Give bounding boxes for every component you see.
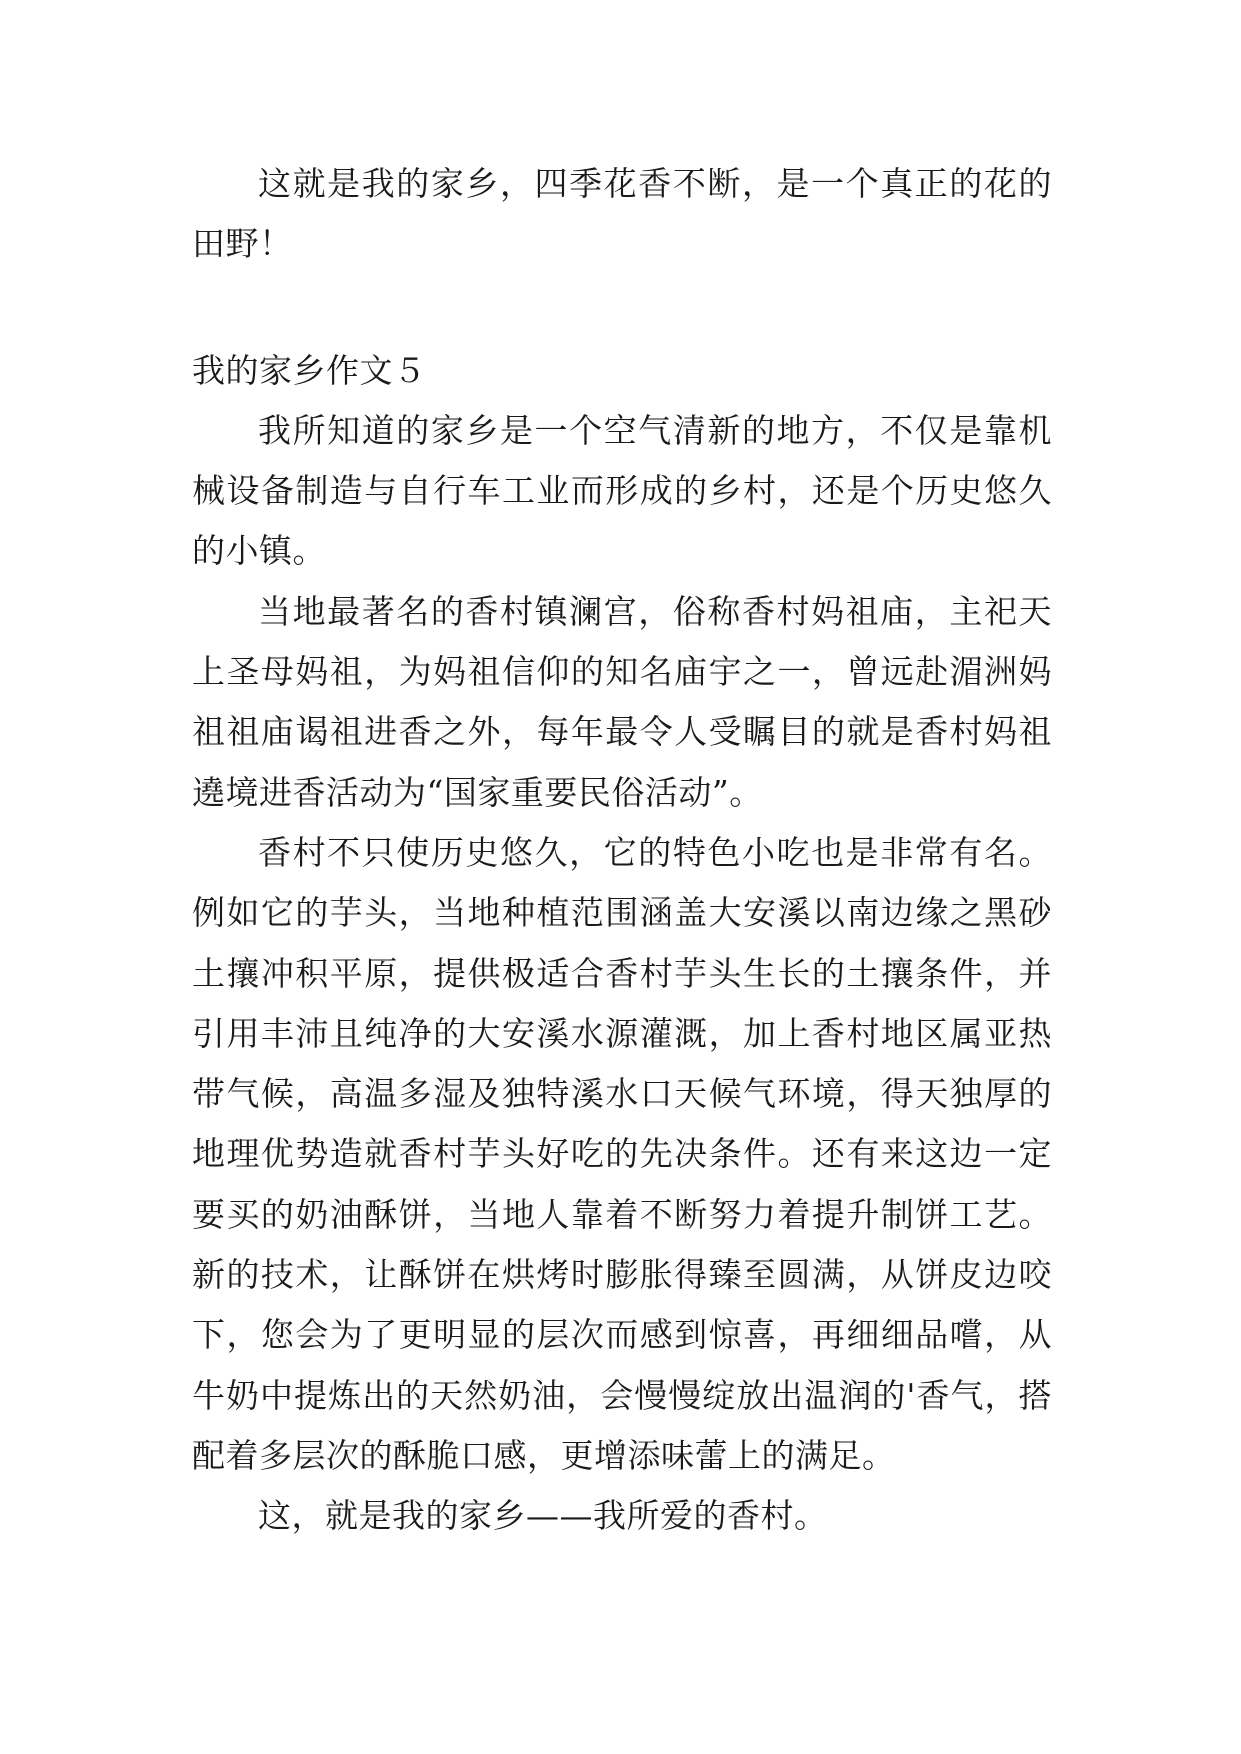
intro-paragraph: 这就是我的家乡，四季花香不断，是一个真正的花的田野！ — [192, 164, 1052, 264]
paragraph-2: 当地最著名的香村镇澜宫，俗称香村妈祖庙，主祀天上圣母妈祖，为妈祖信仰的知名庙宇之一，曾远赴湄洲妈祖祖庙谒祖进香之外，每年最令人受瞩目的就是香村妈祖遶境进香活动为“国家重要民俗活动”。 — [192, 591, 1052, 812]
document-page — [192, 154, 1052, 1547]
section-title: 我的家乡作文５ — [192, 350, 427, 390]
paragraph-4: 这，就是我的家乡——我所爱的香村。 — [258, 1496, 828, 1536]
paragraph-1: 我所知道的家乡是一个空气清新的地方，不仅是靠机械设备制造与自行车工业而形成的乡村，还是个历史悠久的小镇。 — [192, 410, 1052, 571]
paragraph-3: 香村不只使历史悠久，它的特色小吃也是非常有名。例如它的芋头，当地种植范围涵盖大安溪以南边缘之黑砂土攘冲积平原，提供极适合香村芋头生长的土攘条件，并引用丰沛且纯净的大安溪水源灌溉，加上香村地区属亚热带气候，高温多湿及独特溪水口天候气环境，得天独厚的地理优势造就香村芋头好吃的先决条件。还有来这边一定要买的奶油酥饼，当地人靠着不断努力着提升制饼工艺。新的技术，让酥饼在烘烤时膨胀得臻至圆满，从饼皮边咬下，您会为了更明显的层次而感到惊喜，再细细品嚐，从牛奶中提炼出的天然奶油，会慢慢绽放出温润的'香气，搭配着多层次的酥脆口感，更增添味蕾上的满足。 — [192, 832, 1052, 1475]
